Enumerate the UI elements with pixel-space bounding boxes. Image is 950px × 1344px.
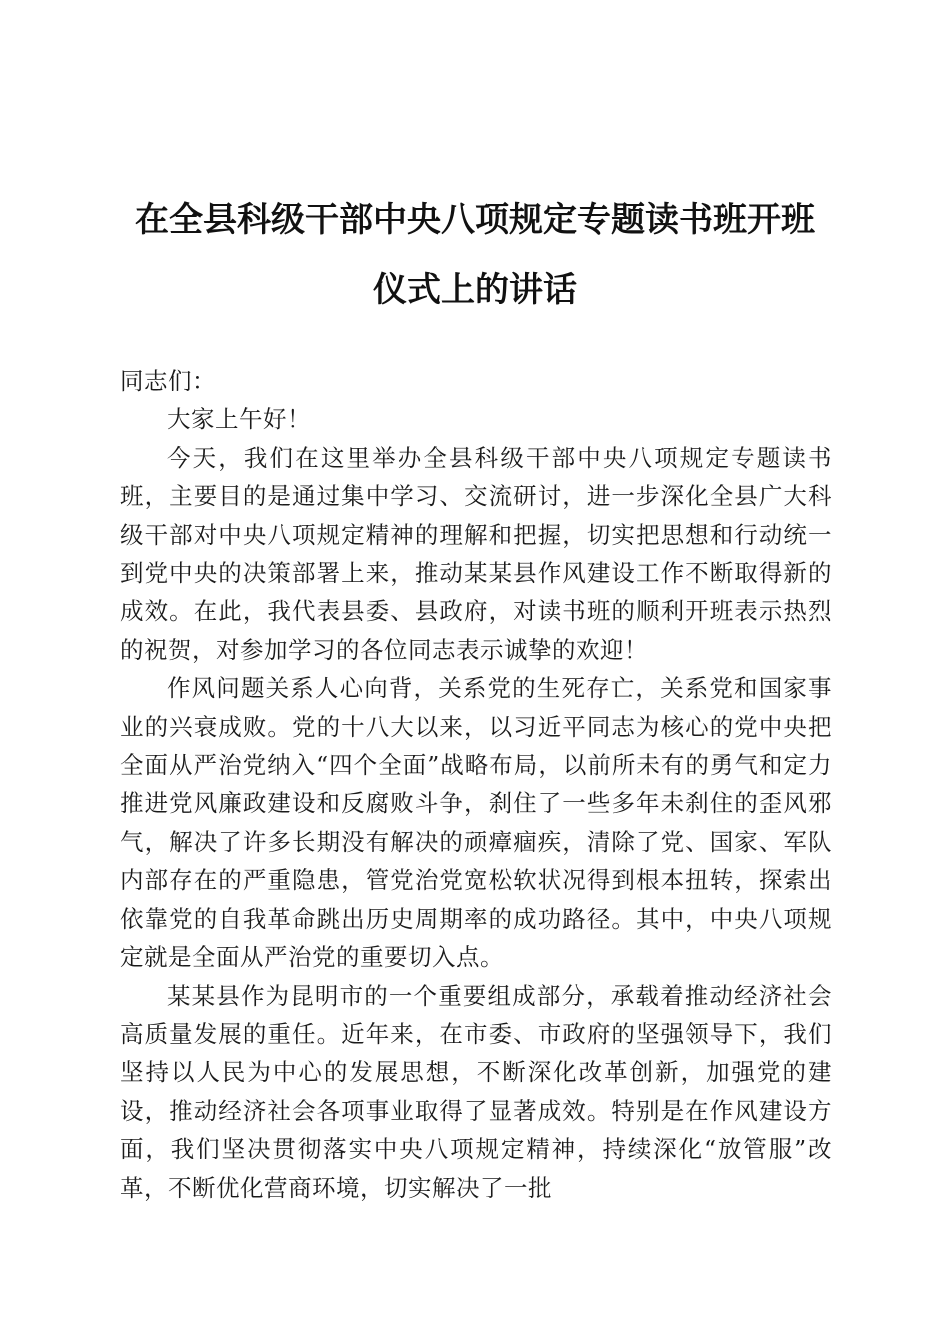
salutation: 同志们： [120, 367, 216, 395]
document-title-line-1: 在全县科级干部中央八项规定专题读书班开班 [135, 200, 815, 240]
paragraph-greeting: 大家上午好！ [167, 405, 311, 434]
paragraph-opening: 今天，我们在这里举办全县科级干部中央八项规定专题读书班，主要目的是通过集中学习、交流研讨，进一步深化全县广大科级干部对中央八项规定精神的理解和把握，切实把思想和行动统一到党中央的决策部署上来，推动某某县作风建设工作不断取得新的成效。在此，我代表县委、县政府，对读书班的顺利开班表示热烈的祝贺，对参加学习的各位同志表示诚挚的欢迎！ [120, 443, 832, 664]
document-body [120, 362, 832, 1207]
paragraph-county: 某某县作为昆明市的一个重要组成部分，承载着推动经济社会高质量发展的重任。近年来，在市委、市政府的坚强领导下，我们坚持以人民为中心的发展思想，不断深化改革创新，加强党的建设，推动经济社会各项事业取得了显著成效。特别是在作风建设方面，我们坚决贯彻落实中央八项规定精神，持续深化“放管服”改革，不断优化营商环境，切实解决了一批 [120, 981, 832, 1202]
document-title-line-2: 仪式上的讲话 [373, 270, 577, 310]
paragraph-work-style: 作风问题关系人心向背，关系党的生死存亡，关系党和国家事业的兴衰成败。党的十八大以来，以习近平同志为核心的党中央把全面从严治党纳入“四个全面”战略布局，以前所未有的勇气和定力推进党风廉政建设和反腐败斗争，刹住了一些多年未刹住的歪风邪气，解决了许多长期没有解决的顽瘴痼疾，清除了党、国家、军队内部存在的严重隐患，管党治党宽松软状况得到根本扭转，探索出依靠党的自我革命跳出历史周期率的成功路径。其中，中央八项规定就是全面从严治党的重要切入点。 [120, 674, 832, 972]
